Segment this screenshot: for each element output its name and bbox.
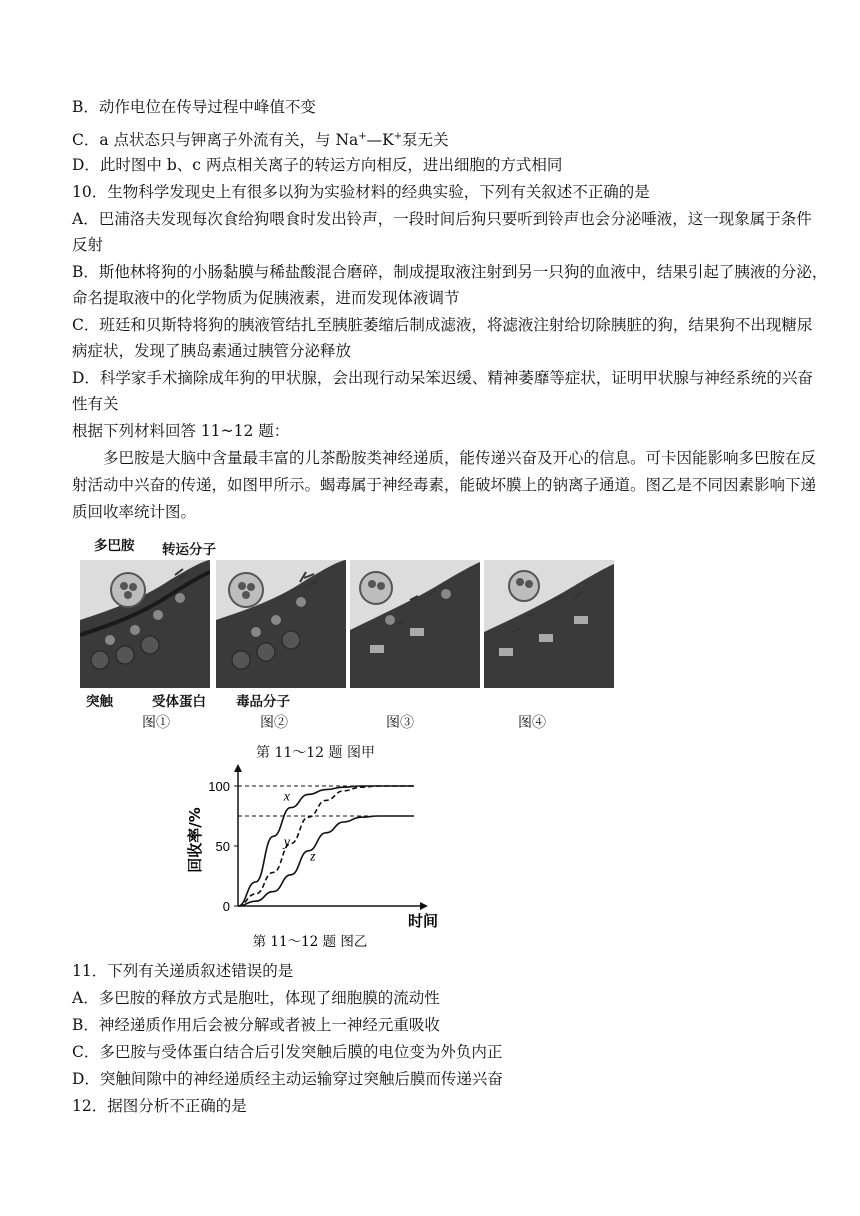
figure-jia-caption: 第 11～12 题 图甲 [256, 745, 375, 761]
y-tick-label-0: 0 [222, 899, 230, 914]
callout-transporter: 转运分子 [162, 542, 216, 558]
panel-label-4: 图④ [518, 715, 546, 731]
figure-panel-4 [484, 560, 614, 688]
q11-option-c: C．多巴胺与受体蛋白结合后引发突触后膜的电位变为外负内正 [72, 1043, 503, 1061]
figure-panel-2 [216, 560, 346, 688]
series-label-x: x [283, 789, 290, 805]
q10-option-d-line1: D．科学家手术摘除成年狗的甲状腺，会出现行动呆笨迟缓、精神萎靡等症状，证明甲状腺与神经系统的兴奋 [72, 369, 813, 387]
callout-dopamine: 多巴胺 [94, 538, 135, 554]
q12-stem: 12．据图分析不正确的是 [72, 1097, 247, 1115]
synapse-illustration-2 [216, 560, 346, 688]
material-intro: 根据下列材料回答 11~12 题： [72, 422, 290, 440]
q10-option-c-line1: C．班廷和贝斯特将狗的胰液管结扎至胰脏萎缩后制成滤液，将滤液注射给切除胰脏的狗，结果狗不出现糖尿 [72, 316, 813, 334]
callout-receptor: 受体蛋白 [152, 694, 206, 710]
q10-option-b-line2: 命名提取液中的化学物质为促胰液素，进而发现体液调节 [72, 289, 460, 307]
synapse-illustration-3 [350, 560, 480, 688]
q10-option-a-line2: 反射 [72, 236, 104, 254]
q9-option-b: B．动作电位在传导过程中峰值不变 [72, 98, 316, 116]
q10-option-d-line2: 性有关 [72, 395, 119, 413]
figure-panel-1 [80, 560, 210, 688]
series-line-x [238, 786, 414, 906]
synapse-illustration-1 [80, 560, 210, 688]
figure-panel-3 [350, 560, 480, 688]
callout-synapse: 突触 [86, 694, 113, 710]
q11-option-b: B．神经递质作用后会被分解或者被上一神经元重吸收 [72, 1016, 440, 1034]
callout-drug: 毒品分子 [236, 694, 290, 710]
y-tick-label-100: 100 [208, 779, 230, 794]
chart-caption: 第 11～12 题 图乙 [252, 934, 368, 950]
y-tick-label-50: 50 [215, 839, 230, 854]
q9c-text-2: —K [366, 131, 394, 150]
chart-series [238, 786, 414, 906]
q10-stem: 10．生物科学发现史上有很多以狗为实验材料的经典实验，下列有关叙述不正确的是 [72, 183, 650, 201]
material-para-line3: 质回收率统计图。 [72, 503, 197, 521]
panel-label-1: 图① [142, 715, 170, 731]
chart-text [186, 779, 438, 950]
q9c-text-1: C．a 点状态只与钾离子外流有关，与 Na [72, 131, 359, 150]
q11-option-a: A．多巴胺的释放方式是胞吐，体现了细胞膜的流动性 [72, 989, 440, 1007]
q9c-sup-2: + [393, 131, 403, 142]
q11-option-d: D．突触间隙中的神经递质经主动运输穿过突触后膜而传递兴奋 [72, 1070, 503, 1088]
material-para-line1: 多巴胺是大脑中含量最丰富的儿茶酚胺类神经递质，能传递兴奋及开心的信息。可卡因能影响多巴胺在反 [103, 449, 817, 467]
q9-option-c [72, 126, 796, 151]
panel-label-3: 图③ [386, 715, 414, 731]
q10-option-c-line2: 病症状，发现了胰岛素通过胰管分泌释放 [72, 342, 352, 360]
x-axis-arrow [420, 902, 428, 910]
series-label-z: z [310, 849, 316, 865]
y-axis-label: 回收率/% [186, 807, 204, 873]
q10-option-a-line1: A．巴浦洛夫发现每次食给狗喂食时发出铃声，一段时间后狗只要听到铃声也会分泌唾液，这一现象属于条件 [72, 210, 812, 228]
q9c-sup-1: + [358, 131, 367, 142]
q11-stem: 11．下列有关递质叙述错误的是 [72, 962, 294, 980]
series-line-y [238, 786, 414, 906]
synapse-illustration-4 [484, 560, 614, 688]
series-label-y: y [283, 835, 290, 850]
x-axis-label: 时间 [408, 912, 439, 930]
q10-option-b-line1: B．斯他林将狗的小肠黏膜与稀盐酸混合磨碎，制成提取液注射到另一只狗的血液中，结果引起了胰液的分泌， [72, 263, 828, 281]
q9-option-d: D．此时图中 b、c 两点相关离子的转运方向相反，进出细胞的方式相同 [72, 156, 563, 174]
panel-label-2: 图② [260, 715, 288, 731]
y-axis-arrow [234, 764, 242, 772]
q9c-text-3: 泵无关 [402, 131, 449, 150]
material-para-line2: 射活动中兴奋的传递，如图甲所示。蝎毒属于神经毒素，能破坏膜上的钠离子通道。图乙是不同因素影响下递 [72, 476, 817, 494]
recovery-rate-chart [180, 762, 440, 958]
